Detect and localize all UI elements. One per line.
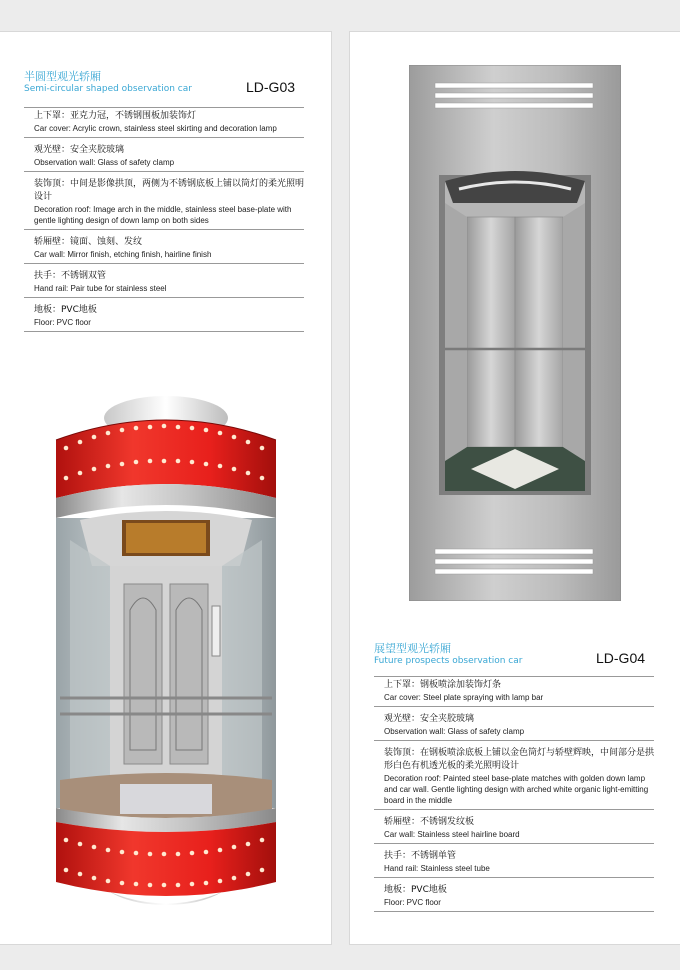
spec-item: 扶手：不锈钢双管 Hand rail: Pair tube for stainless steel — [24, 268, 304, 298]
product-title-en: Semi-circular shaped observation car — [24, 84, 192, 94]
spec-item: 上下罩：钢板喷涂加装饰灯条 Car cover: Steel plate spraying with lamp bar — [374, 677, 654, 707]
product-title-zh: 半圆型观光轿厢 — [24, 70, 101, 83]
spec-item: 地板：PVC地板 Floor: PVC floor — [24, 302, 304, 332]
spec-list — [24, 107, 304, 336]
spec-item: 装饰顶：在钢板喷涂底板上铺以金色筒灯与轿壁辉映，中间部分是拱形白色有机透光板的柔光照明设计 Decoration roof: Painted steel base-plate matches with golden down lamp and car wall. Gentle lighting design with arched white organic light-emitting board in the middle — [374, 745, 654, 810]
model-number: LD-G04 — [596, 650, 646, 666]
spec-item: 观光壁：安全夹胶玻璃 Observation wall: Glass of safety clamp — [24, 142, 304, 172]
product-title-zh: 展望型观光轿厢 — [374, 642, 451, 655]
spec-item: 上下罩：亚克力冠，不锈钢围板加装饰灯 Car cover: Acrylic crown, stainless steel skirting and decoration lamp — [24, 108, 304, 138]
product-title-en: Future prospects observation car — [374, 656, 523, 666]
spec-item: 地板：PVC地板 Floor: PVC floor — [374, 882, 654, 912]
model-number: LD-G03 — [246, 79, 296, 95]
page-ld-g04 — [350, 32, 680, 944]
semi-circular-car-image — [50, 370, 282, 905]
spec-list — [374, 676, 654, 916]
future-prospects-car-image — [409, 65, 621, 601]
spec-item: 装饰顶：中间是影像拱顶，两侧为不锈钢底板上铺以筒灯的柔光照明设计 Decoration roof: Image arch in the middle, stainless steel base-plate with gentle lighting design of down lamp on both sides — [24, 176, 304, 230]
page-ld-g03 — [0, 32, 331, 944]
spec-item: 轿厢壁：镜面、蚀刻、发纹 Car wall: Mirror finish, etching finish, hairline finish — [24, 234, 304, 264]
spec-item: 观光壁：安全夹胶玻璃 Observation wall: Glass of safety clamp — [374, 711, 654, 741]
spec-item: 轿厢壁：不锈钢发纹板 Car wall: Stainless steel hairline board — [374, 814, 654, 844]
spec-item: 扶手：不锈钢单管 Hand rail: Stainless steel tube — [374, 848, 654, 878]
